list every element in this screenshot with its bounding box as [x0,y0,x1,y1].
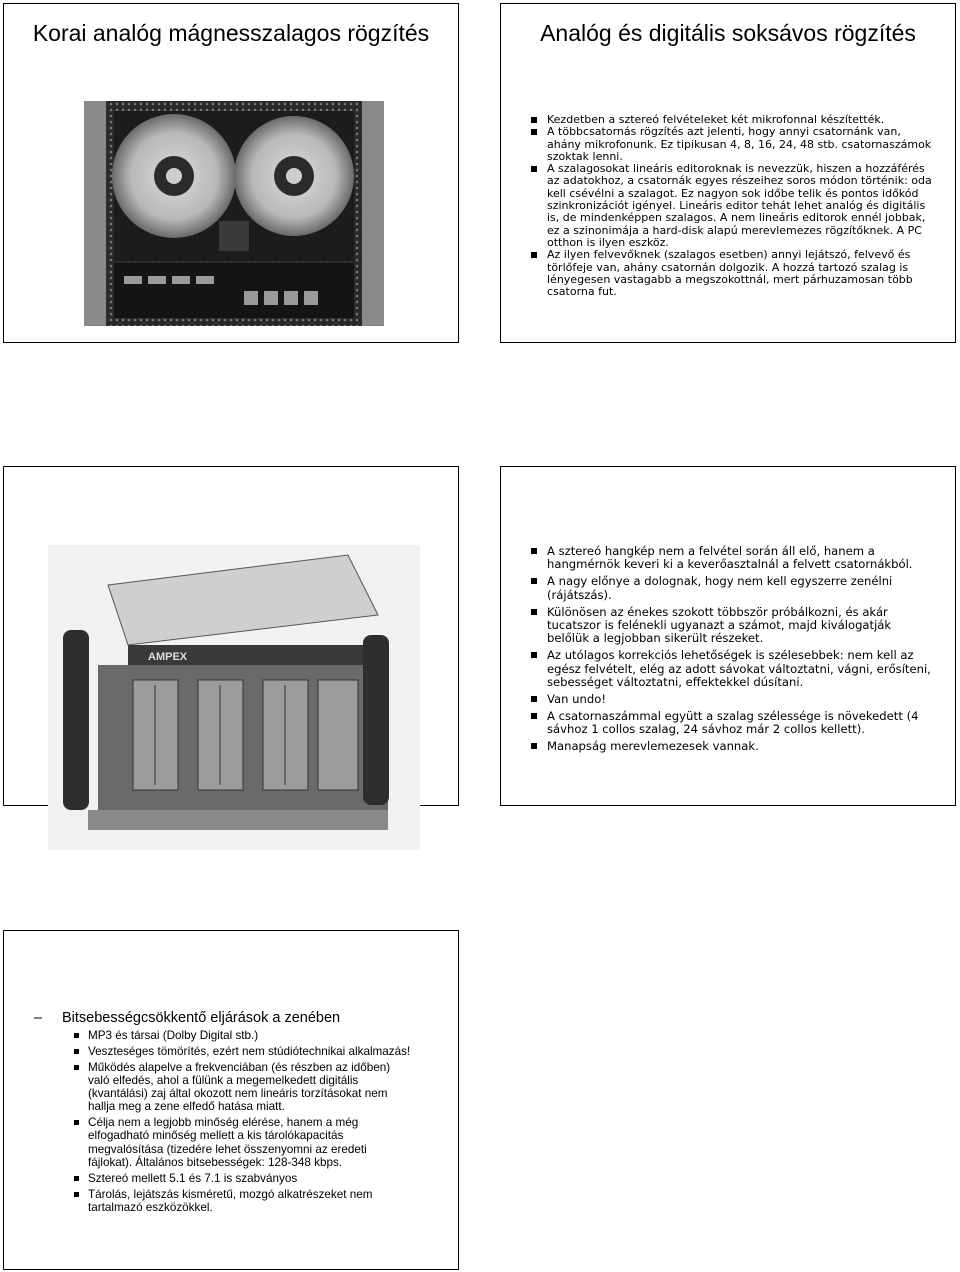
square-bullet-icon [74,1120,79,1125]
slide-title: Analóg és digitális soksávos rögzítés [540,20,916,46]
list-item: Van undo! [531,693,931,706]
dash-bullet-icon: – [34,1010,43,1026]
tape-recorder-photo [84,101,384,326]
list-item: A nagy előnye a dolognak, hogy nem kell egyszerre zenélni (rájátszás). [531,575,931,602]
square-bullet-icon [531,696,537,702]
list-item: A sztereó hangkép nem a felvétel során áll elő, hanem a hangmérnök keveri ki a keverőasztalnál a felvett csatornákból. [531,545,931,572]
list-item: Sztereó mellett 5.1 és 7.1 is szabványos [74,1172,414,1185]
bullet-list [531,114,935,298]
list-item: Célja nem a legjobb minőség elérése, hanem a még elfogadható minőség mellett a kis tárolókapacitás megvalósítása (tizedére lehet összenyomni az eredeti fájlokat). Általános bitsebességek: 128-348 kbps. [74,1116,414,1169]
square-bullet-icon [74,1033,79,1038]
list-item: Kezdetben a sztereó felvételeket két mikrofonnal készítették. [531,114,935,126]
bullet-list [531,545,931,757]
list-item: Tárolás, lejátszás kisméretű, mozgó alkatrészeket nem tartalmazó eszközökkel. [74,1188,414,1214]
square-bullet-icon [531,252,537,258]
square-bullet-icon [531,548,537,554]
list-item: Különösen az énekes szokott többször próbálkozni, és akár tucatszor is felénekli ugyanazt a számot, majd kiválogatják belőlük a legjobban sikerült részeket. [531,606,931,646]
list-item: Veszteséges tömörítés, ezért nem stúdiótechnikai alkalmazás! [74,1045,414,1058]
square-bullet-icon [531,713,537,719]
list-item: A csatornaszámmal együtt a szalag szélessége is növekedett (4 sávhoz 1 collos szalag, 24 sávhoz már 2 collos kellett). [531,710,931,737]
square-bullet-icon [74,1049,79,1054]
list-item: A többcsatornás rögzítés azt jelenti, hogy annyi csatornánk van, ahány mikrofonunk. Ez tipikusan 4, 8, 16, 24, 48 stb. csatornaszámok szoktak lenni. [531,126,935,163]
slide-title: Korai analóg mágnesszalagos rögzítés [32,20,430,46]
slide-4 [500,466,956,806]
list-item: A szalagosokat lineáris editoroknak is nevezzük, hiszen a hozzáférés az adatokhoz, a csatornák egyes részeihez soros módon történik: oda kell csévélni a szalagot. Ez nagyon sok időbe telik és pontos időkód szinkronizációt igényel. Lineáris editor tehát lehet analóg és digitális is, de mindenképpen szalagos. A nem lineáris editorok ennél jobbak, ez a szinonimája a hard-disk alapú merevlemezes rögzítőknek. A PC otthon is ilyen eszköz. [531,163,935,249]
list-item: MP3 és társai (Dolby Digital stb.) [74,1029,414,1042]
list-item: Az ilyen felvevőknek (szalagos esetben) annyi lejátszó, felvevő és törlőfeje van, ahány csatornán dolgozik. A hozzá tartozó szalag is lényegesen vastagabb a megszokottnál, mert párhuzamosan több csatorna fut. [531,249,935,298]
slide-3 [3,466,459,806]
square-bullet-icon [531,129,537,135]
svg-text:AMPEX: AMPEX [148,651,188,663]
square-bullet-icon [531,166,537,172]
list-item: Manapság merevlemezesek vannak. [531,740,931,753]
slide-5 [3,930,459,1270]
square-bullet-icon [531,117,537,123]
square-bullet-icon [74,1176,79,1181]
square-bullet-icon [531,743,537,749]
bullet-list [74,1029,414,1217]
slide-1 [3,3,459,343]
square-bullet-icon [531,609,537,615]
list-item: Működés alapelve a frekvenciában (és részben az időben) való elfedés, ahol a fülünk a megemelkedett digitális (kvantálási) zaj által okozott nem lineáris torzításokat nem hallja meg a zene elfedő hatása miatt. [74,1061,414,1114]
square-bullet-icon [74,1065,79,1070]
square-bullet-icon [74,1192,79,1197]
list-item: Az utólagos korrekciós lehetőségek is szélesebbek: nem kell az egész felvételt, elég az adott sávokat változtatni, vágni, erősíteni, sebességet változtatni, effektekkel dúsítani. [531,649,931,689]
square-bullet-icon [531,578,537,584]
ampex-tape-head-photo [48,545,420,850]
square-bullet-icon [531,652,537,658]
section-heading: – Bitsebességcsökkentő eljárások a zenében [34,1010,341,1026]
slide-2 [500,3,956,343]
